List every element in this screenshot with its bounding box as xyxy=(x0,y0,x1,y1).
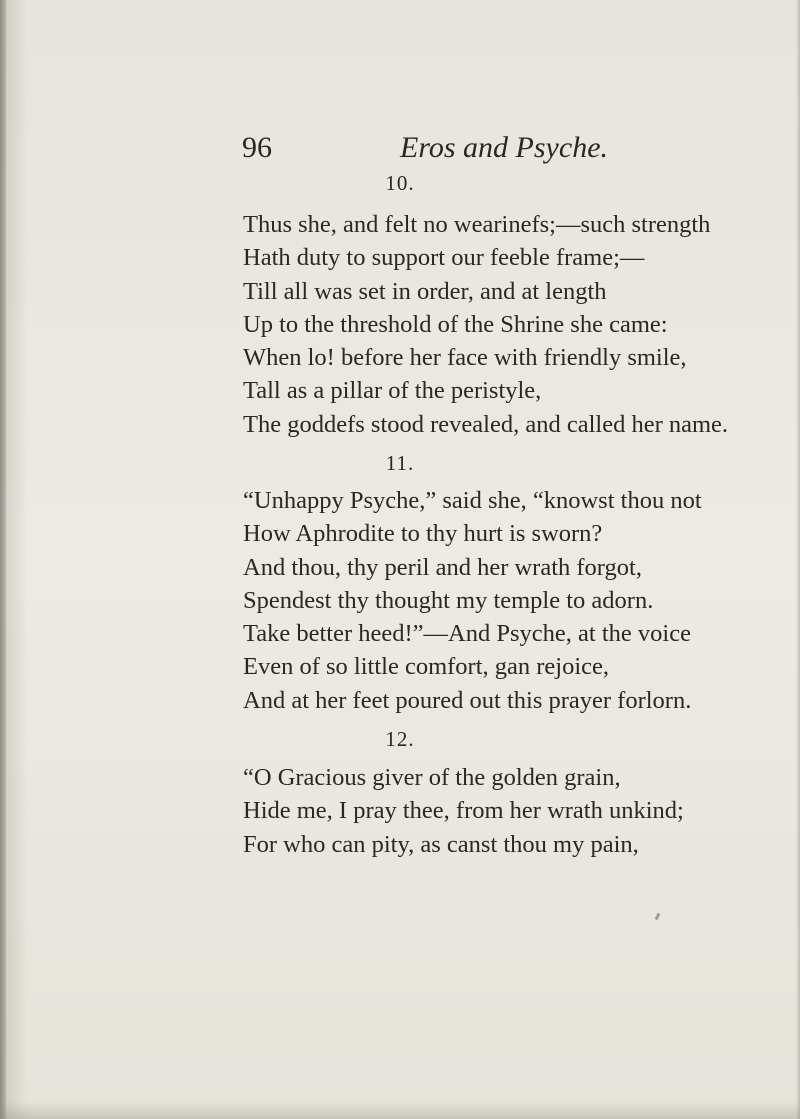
verse-line: Spendest thy thought my temple to adorn. xyxy=(243,586,654,614)
page-number: 96 xyxy=(242,131,272,164)
stanza-number-11: 11. xyxy=(385,451,415,475)
verse-line: Till all was set in order, and at length xyxy=(243,277,607,305)
verse-line: How Aphrodite to thy hurt is sworn? xyxy=(243,520,603,548)
verse-line: Hide me, I pray thee, from her wrath unkind; xyxy=(243,797,684,825)
verse-line: Take better heed!”—And Psyche, at the voice xyxy=(243,620,691,648)
verse-line: “Unhappy Psyche,” said she, “knowst thou not xyxy=(243,487,702,514)
running-header xyxy=(242,128,742,172)
paper-speck xyxy=(655,913,661,921)
stanza-10 xyxy=(243,208,783,441)
page-bottom-edge xyxy=(0,1101,800,1119)
verse-line: For who can pity, as canst thou my pain, xyxy=(243,830,639,858)
verse-line: And thou, thy peril and her wrath forgot, xyxy=(243,553,642,581)
running-title: Eros and Psyche. xyxy=(400,131,609,164)
verse-line: Tall as a pillar of the peristyle, xyxy=(243,377,542,405)
page-binding-shadow xyxy=(0,0,6,1119)
verse-line: Even of so little comfort, gan rejoice, xyxy=(243,653,610,681)
verse-line: Hath duty to support our feeble frame;— xyxy=(243,244,645,272)
stanza-12 xyxy=(243,761,783,861)
stanza-number-10: 10. xyxy=(385,171,415,195)
stanza-11 xyxy=(243,484,783,717)
verse-line: And at her feet poured out this prayer forlorn. xyxy=(243,686,692,714)
verse-line: Thus she, and felt no wearinefs;—such strength xyxy=(243,211,711,238)
verse-line: “O Gracious giver of the golden grain, xyxy=(243,764,621,791)
verse-line: Up to the threshold of the Shrine she came: xyxy=(243,310,668,338)
verse-line: The goddefs stood revealed, and called her name. xyxy=(243,410,729,438)
page-right-edge xyxy=(796,0,800,1119)
verse-line: When lo! before her face with friendly smile, xyxy=(243,344,687,372)
stanza-number-12: 12. xyxy=(385,727,415,751)
